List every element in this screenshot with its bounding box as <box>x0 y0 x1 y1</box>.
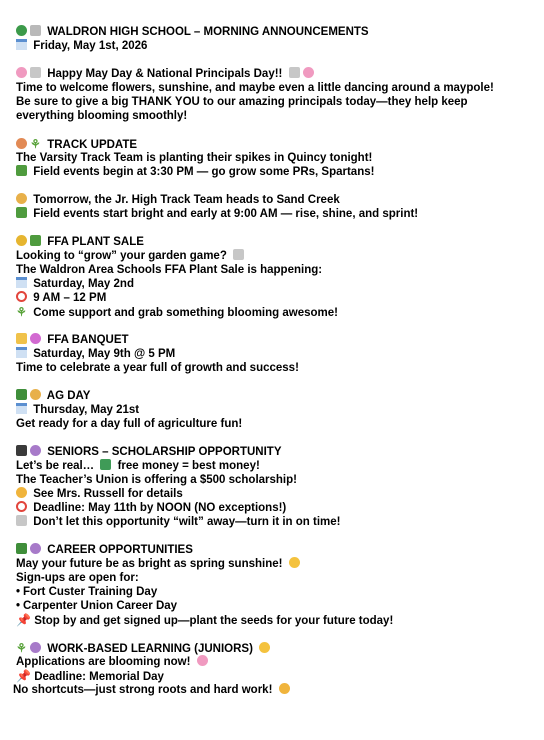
wbl-line-2: Deadline: Memorial Day <box>34 671 164 683</box>
wbl-line-3-row <box>13 683 293 697</box>
scholarship-line-1b: free money = best money! <box>117 460 260 472</box>
pointing-hand-icon <box>16 487 27 498</box>
ag-day-heading: AG DAY <box>46 390 91 402</box>
plant-sale-heading-line <box>16 235 144 249</box>
tree-icon <box>16 543 27 554</box>
potted-plant-icon <box>30 67 41 78</box>
plant-icon <box>16 165 27 176</box>
sprout-icon: ⚘ <box>16 641 27 655</box>
money-icon <box>100 459 111 470</box>
bullet: • <box>16 586 21 598</box>
track-line-2-row <box>16 165 374 179</box>
date-text: Friday, May 1st, 2026 <box>33 40 148 52</box>
pushpin-icon: 📌 <box>16 613 31 627</box>
career-heading-line <box>16 543 193 557</box>
track-heading: TRACK UPDATE <box>47 139 138 151</box>
blossom-icon <box>197 655 208 666</box>
alarm-clock-icon <box>16 291 27 302</box>
banquet-heading-line <box>16 333 129 347</box>
career-item-1: Fort Custer Training Day <box>23 586 158 598</box>
career-line-1: May your future be as bright as spring sunshine! <box>16 558 283 570</box>
calendar-icon <box>16 347 27 358</box>
scholarship-line-2: The Teacher’s Union is offering a $500 scholarship! <box>16 474 297 486</box>
sunflower-icon <box>16 235 27 246</box>
title-line <box>16 25 369 39</box>
plant-sale-line-2: The Waldron Area Schools FFA Plant Sale is happening: <box>16 264 323 276</box>
track-line-3: Tomorrow, the Jr. High Track Team heads to Sand Creek <box>33 194 340 206</box>
plant-sale-time-row <box>16 291 106 305</box>
clover-icon <box>16 25 27 36</box>
scholarship-line-1-row <box>16 459 260 473</box>
scholarship-line-4-row <box>16 501 286 515</box>
plant-sale-time: 9 AM – 12 PM <box>33 292 107 304</box>
career-item-2: Carpenter Union Career Day <box>23 600 178 612</box>
track-line-3-row <box>16 193 340 207</box>
wbl-line-3: No shortcuts—just strong roots and hard work! <box>13 684 273 696</box>
worker-icon <box>30 642 41 653</box>
plant-sale-date: Saturday, May 2nd <box>33 278 134 290</box>
worker-icon <box>30 543 41 554</box>
ag-day-date-row <box>16 403 139 417</box>
runner-icon <box>16 138 27 149</box>
ag-day-date: Thursday, May 21st <box>33 404 140 416</box>
track-line-2: Field events begin at 3:30 PM — go grow some PRs, Spartans! <box>33 166 375 178</box>
may-day-heading: Happy May Day & National Principals Day!! <box>47 68 283 80</box>
wbl-line-2-row <box>16 669 164 684</box>
plant-sale-line-1-row <box>16 249 247 263</box>
scholarship-line-5: Don’t let this opportunity “wilt” away—turn it in on time! <box>33 516 341 528</box>
career-line-3: Stop by and get signed up—plant the seeds for your future today! <box>34 615 394 627</box>
blossom-icon <box>303 67 314 78</box>
track-line-1: The Varsity Track Team is planting their spikes in Quincy tonight! <box>16 152 373 164</box>
blossom-icon <box>16 67 27 78</box>
career-item-1-row <box>16 585 157 599</box>
banquet-date: Saturday, May 9th @ 5 PM <box>33 348 176 360</box>
ag-day-line-1: Get ready for a day full of agriculture fun! <box>16 418 243 430</box>
flexed-arm-icon <box>279 683 290 694</box>
track-heading-line <box>16 137 137 152</box>
trophy-icon <box>30 25 41 36</box>
plant-sale-date-row <box>16 277 134 291</box>
career-line-1-row <box>16 557 303 571</box>
bullet: • <box>16 600 21 612</box>
plant-sale-line-3-row <box>16 305 338 320</box>
potted-plant-icon <box>16 515 27 526</box>
corn-icon <box>16 333 27 344</box>
wbl-line-1-row <box>16 655 211 669</box>
career-line-2: Sign-ups are open for: <box>16 572 139 584</box>
career-item-2-row <box>16 599 177 613</box>
scholarship-heading-line <box>16 445 282 459</box>
plant-sale-line-1: Looking to “grow” your garden game? <box>16 250 227 262</box>
student-icon <box>30 445 41 456</box>
calendar-icon <box>16 39 27 50</box>
alarm-clock-icon <box>16 501 27 512</box>
may-day-heading-line <box>16 67 317 81</box>
wbl-line-1: Applications are blooming now! <box>16 656 191 668</box>
banquet-heading: FFA BANQUET <box>47 334 129 346</box>
scholarship-line-4: Deadline: May 11th by NOON (NO exceptions!) <box>33 502 287 514</box>
career-line-3-row <box>16 613 393 628</box>
smile-icon <box>16 193 27 204</box>
wbl-heading-line <box>16 641 273 656</box>
track-line-4: Field events start bright and early at 9:00 AM — rise, shine, and sprint! <box>33 208 419 220</box>
scholarship-line-5-row <box>16 515 341 529</box>
banquet-date-row <box>16 347 175 361</box>
calendar-icon <box>16 403 27 414</box>
plant-icon <box>30 235 41 246</box>
sun-icon <box>259 642 270 653</box>
party-popper-icon <box>30 333 41 344</box>
sprout-icon: ⚘ <box>30 137 41 151</box>
potted-plant-icon <box>233 249 244 260</box>
scholarship-line-1a: Let’s be real… <box>16 460 95 472</box>
plant-sale-line-3: Come support and grab something blooming awesome! <box>33 307 338 319</box>
banquet-line-1: Time to celebrate a year full of growth and success! <box>16 362 299 374</box>
sun-icon <box>289 557 300 568</box>
tractor-icon <box>16 389 27 400</box>
scholarship-heading: SENIORS – SCHOLARSHIP OPPORTUNITY <box>47 446 282 458</box>
ag-day-heading-line <box>16 389 90 403</box>
date-line <box>16 39 147 53</box>
plant-icon <box>16 207 27 218</box>
smile-icon <box>30 389 41 400</box>
scholarship-line-3: See Mrs. Russell for details <box>33 488 183 500</box>
scholarship-line-3-row <box>16 487 183 501</box>
career-heading: CAREER OPPORTUNITIES <box>47 544 193 556</box>
page-title: WALDRON HIGH SCHOOL – MORNING ANNOUNCEMENTS <box>47 26 369 38</box>
track-line-4-row <box>16 207 418 221</box>
may-day-text: Time to welcome flowers, sunshine, and maybe even a little dancing around a maypole! Be sure to give a big THANK YOU to our amazing principals today—they help keep everything blooming smoothly! <box>16 82 509 122</box>
graduation-cap-icon <box>16 445 27 456</box>
plant-sale-heading: FFA PLANT SALE <box>47 236 144 248</box>
sprout-icon: ⚘ <box>16 305 27 319</box>
calendar-icon <box>16 277 27 288</box>
pushpin-icon: 📌 <box>16 669 31 683</box>
wbl-heading: WORK-BASED LEARNING (JUNIORS) <box>47 643 253 655</box>
potted-plant-icon <box>289 67 300 78</box>
